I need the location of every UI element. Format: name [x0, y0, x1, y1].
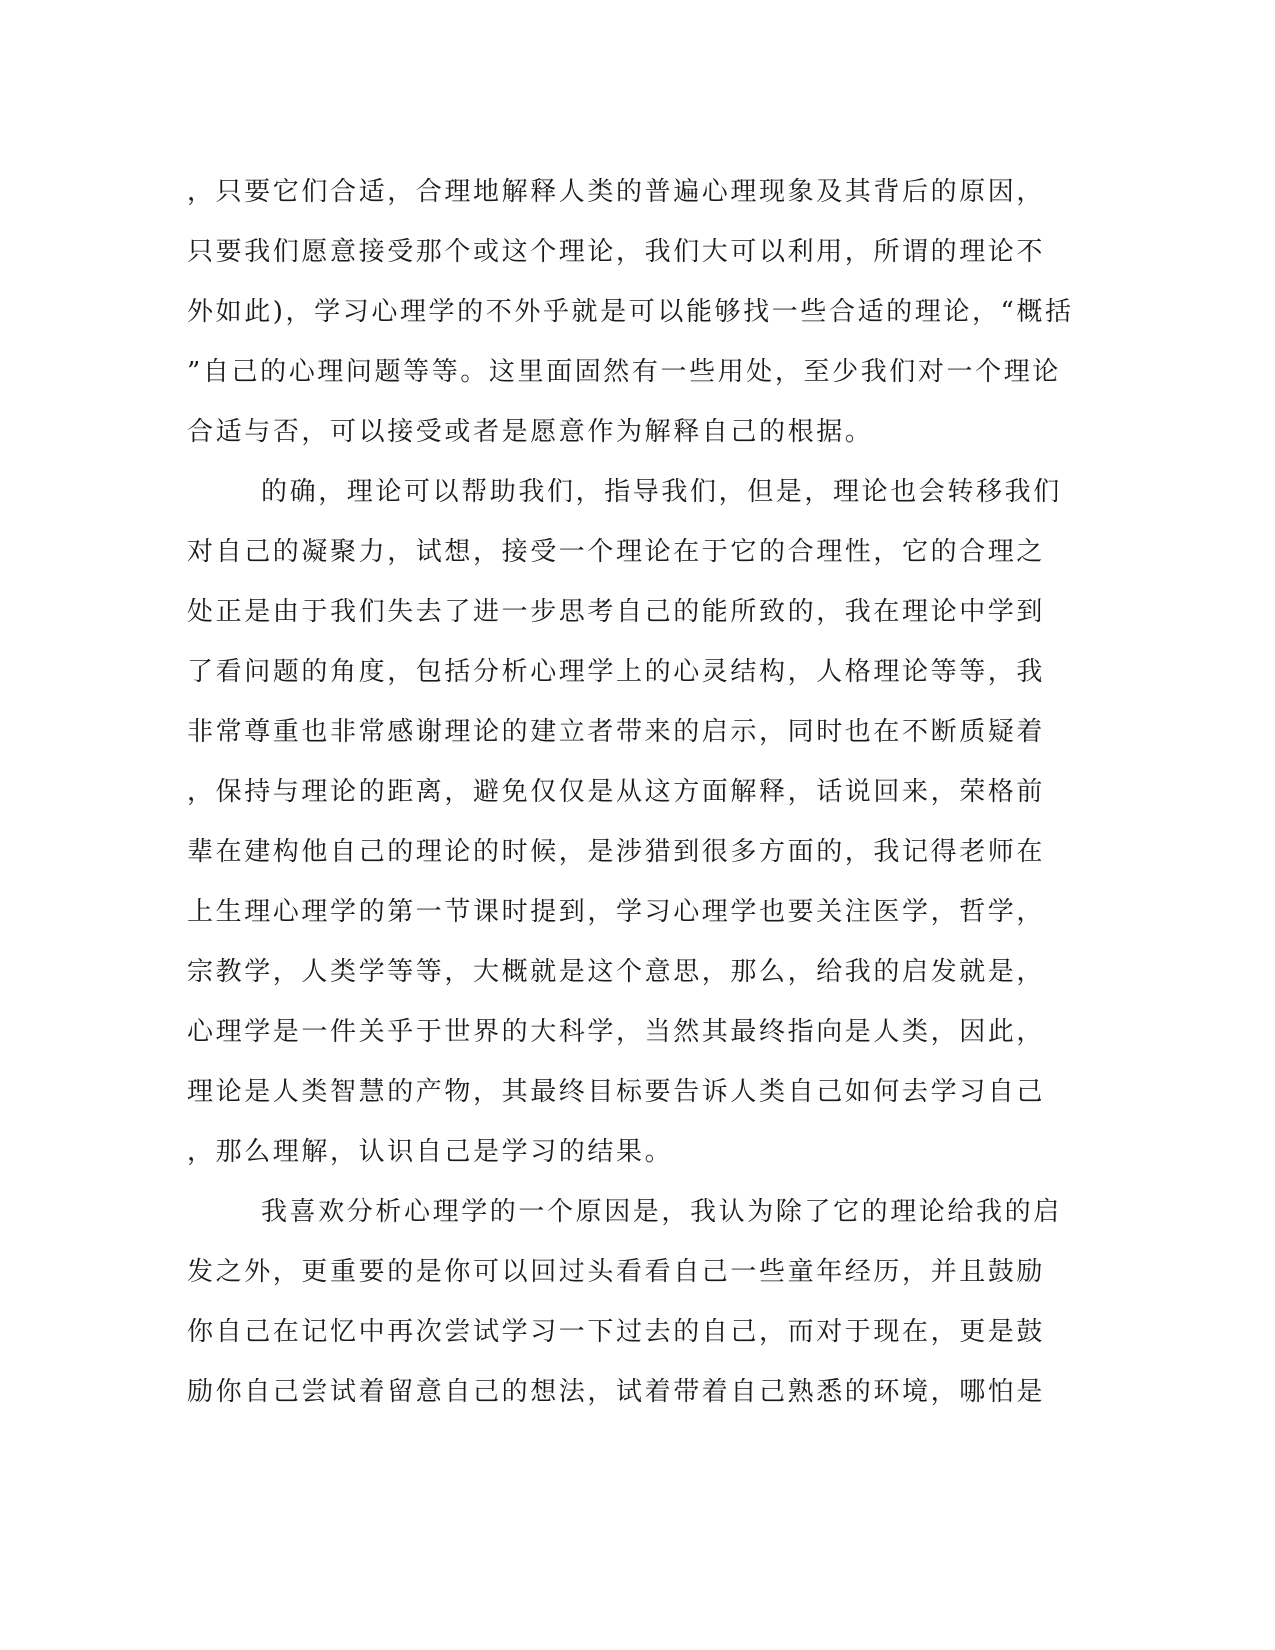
- text-line: 非常尊重也非常感谢理论的建立者带来的启示，同时也在不断质疑着: [187, 717, 1046, 747]
- text-line: ，只要它们合适，合理地解释人类的普遍心理现象及其背后的原因，: [187, 177, 1046, 207]
- body-text: [187, 162, 1087, 1422]
- text-line: 励你自己尝试着留意自己的想法，试着带着自己熟悉的环境，哪怕是: [187, 1377, 1046, 1407]
- text-line: 外如此)，学习心理学的不外乎就是可以能够找一些合适的理论，“概括: [187, 297, 1074, 327]
- text-line: ，那么理解，认识自己是学习的结果。: [187, 1137, 674, 1167]
- text-line: 理论是人类智慧的产物，其最终目标要告诉人类自己如何去学习自己: [187, 1077, 1046, 1107]
- text-line: 心理学是一件关乎于世界的大科学，当然其最终指向是人类，因此，: [187, 1017, 1046, 1047]
- paragraph-first-line: 我喜欢分析心理学的一个原因是，我认为除了它的理论给我的启: [261, 1197, 1062, 1227]
- text-line: 处正是由于我们失去了进一步思考自己的能所致的，我在理论中学到: [187, 597, 1046, 627]
- text-line: 合适与否，可以接受或者是愿意作为解释自己的根据。: [187, 417, 874, 447]
- text-line: 辈在建构他自己的理论的时候，是涉猎到很多方面的，我记得老师在: [187, 837, 1046, 867]
- paragraph-first-line: 的确，理论可以帮助我们，指导我们，但是，理论也会转移我们: [261, 477, 1062, 507]
- text-line: ，保持与理论的距离，避免仅仅是从这方面解释，话说回来，荣格前: [187, 777, 1046, 807]
- text-line: 上生理心理学的第一节课时提到，学习心理学也要关注医学，哲学，: [187, 897, 1046, 927]
- text-line: 对自己的凝聚力，试想，接受一个理论在于它的合理性，它的合理之: [187, 537, 1046, 567]
- text-line: 宗教学，人类学等等，大概就是这个意思，那么，给我的启发就是，: [187, 957, 1046, 987]
- text-line: 发之外，更重要的是你可以回过头看看自己一些童年经历，并且鼓励: [187, 1257, 1046, 1287]
- text-line: ”自己的心理问题等等。这里面固然有一些用处，至少我们对一个理论: [187, 357, 1061, 387]
- text-line: 只要我们愿意接受那个或这个理论，我们大可以利用，所谓的理论不: [187, 237, 1046, 267]
- text-line: 你自己在记忆中再次尝试学习一下过去的自己，而对于现在，更是鼓: [187, 1317, 1046, 1347]
- text-line: 了看问题的角度，包括分析心理学上的心灵结构，人格理论等等，我: [187, 657, 1046, 687]
